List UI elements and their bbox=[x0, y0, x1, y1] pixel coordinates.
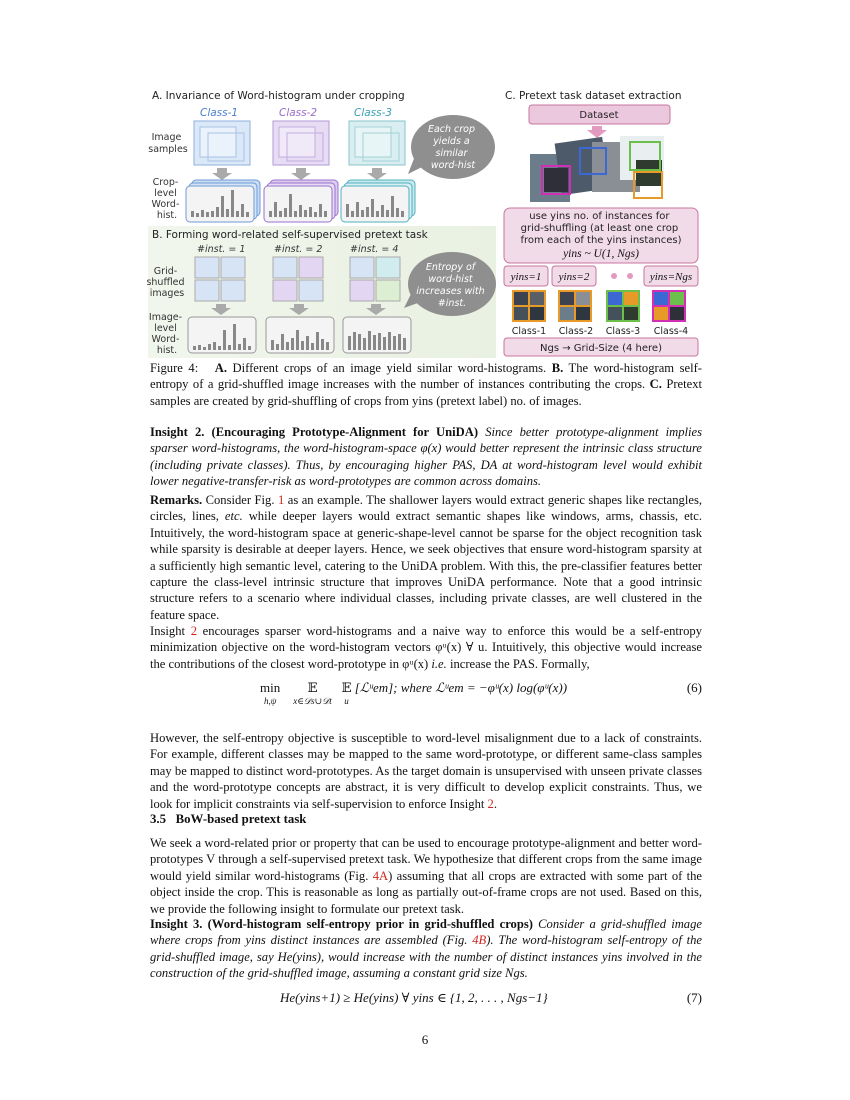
inst-4-label: #inst. = 4 bbox=[350, 244, 399, 255]
caption-a-text: Different crops of an image yield similar word-histograms. bbox=[227, 361, 552, 375]
however-text-1: However, the self-entropy objective is susceptible to word-level misalignment due to a lack of constraints. For example, different classes may be mapped to the same word-prototype, or different same-class samples may be mapped to distinct word-prototypes. As the target domain is unsupervised with unseen private classes and the word-prototype concepts are abstract, it is very difficult to develop explicit constraints. Thus, we look for implicit constraints via self-supervision to enforce Insight bbox=[150, 731, 702, 811]
svg-text:Class-3: Class-3 bbox=[605, 326, 641, 337]
row-label-image-hist: Image- level Word- hist. bbox=[148, 312, 183, 356]
figure-4 bbox=[140, 84, 710, 360]
caption-prefix: Figure 4: bbox=[150, 361, 199, 375]
eq6-expectation-1: 𝔼 bbox=[307, 680, 318, 695]
image-hist-inst-4 bbox=[343, 317, 411, 353]
seek-text-1: We seek a word-related prior or property that can be used to encourage prototype-alignment and better word-prototypes V through a self-supervised pretext task. We hypothesize that different crops from the same image would yield similar word-histograms (Fig. bbox=[150, 836, 702, 883]
eq6-min-sub: h,ψ bbox=[263, 696, 277, 706]
insight-para-text-1: Insight bbox=[150, 624, 191, 638]
yins-2-box bbox=[552, 266, 596, 286]
pretext-thumb-class-1 bbox=[512, 290, 546, 322]
eq6-body: [ℒᵘem]; where ℒᵘem = −φᵘ(x) log(φᵘ(x)) bbox=[354, 680, 568, 695]
yins-1-box bbox=[504, 266, 548, 286]
equation-7 bbox=[150, 990, 702, 1010]
remarks-text-3: while deeper layers would extract semantic shapes like windows, arms, chassis, etc. Intuitively, the word-histogram space at generic-shape-level cannot be sparse for the object recognition task while sparsity is desirable at deeper layers. Hence, we seek objectives that ensure word-histogram sparsity at a sufficiently high semantic level, catering to the UniDA problem. With this, the pre-classifier features better capture the class-level intrinsic structure that improves UniDA performance. Note that a good intrinsic structure refers to a scenario where individual classes, including private classes, are well clustered in the feature space. bbox=[150, 509, 702, 622]
however-text-2: . bbox=[493, 796, 497, 811]
panel-a-title: A. Invariance of Word-histogram under cropping bbox=[152, 90, 405, 102]
speech-bubble-a bbox=[408, 115, 495, 179]
remarks-text-2: as an example. The shallower layers would extract generic shapes like rectangles, circles, lines, bbox=[150, 493, 702, 524]
however-paragraph bbox=[150, 730, 702, 812]
pretext-class-labels bbox=[512, 326, 688, 337]
eq6-expectation-2: 𝔼 bbox=[341, 680, 352, 695]
svg-text:Ngs → Grid-Size (4 here): Ngs → Grid-Size (4 here) bbox=[540, 343, 662, 354]
crop-hist-stack-class-1 bbox=[186, 180, 260, 222]
arrows-panel-a bbox=[212, 168, 387, 180]
page-number: 6 bbox=[421, 1032, 429, 1047]
panel-c-title: C. Pretext task dataset extraction bbox=[505, 90, 682, 102]
image-sample-class-1 bbox=[194, 121, 250, 165]
insight-2-ref[interactable]: 2 bbox=[190, 624, 197, 638]
image-sample-class-3 bbox=[349, 121, 405, 165]
use-yins-box bbox=[504, 208, 698, 263]
inst-1-label: #inst. = 1 bbox=[197, 244, 246, 255]
svg-text:use yins no. of instances for: use yins no. of instances for grid-shuffling (at least one crop from each of the yins instances) bbox=[520, 211, 682, 246]
insight-para-text-2: encourages sparser word-histograms and a naive way to enforce this would be a self-entropy minimization objective on the word-histogram vectors φᵘ(x) ∀ u. Intuitively, this objective would increase the contributions of the closest word-prototype in φᵘ(x) bbox=[150, 624, 702, 671]
insight-3 bbox=[150, 916, 702, 982]
row-label-crop-hist: Crop- level Word- hist. bbox=[151, 177, 180, 221]
image-sample-class-2 bbox=[273, 121, 329, 165]
remarks-etc: etc. bbox=[224, 509, 243, 524]
remarks-text-1: Consider Fig. bbox=[202, 493, 278, 507]
image-hist-inst-2 bbox=[266, 317, 334, 353]
eq6-number: (6) bbox=[686, 680, 702, 695]
caption-c-text: Pretext samples are created by grid-shuffling of crops from yins (pretext label) no. of images. bbox=[150, 377, 703, 408]
dataset-arrow bbox=[587, 126, 607, 138]
equation-6 bbox=[150, 680, 702, 710]
grid-size-box bbox=[504, 338, 698, 356]
eq6-min: min bbox=[260, 680, 281, 695]
insight-2-label: Insight 2. (Encouraging Prototype-Alignment for UniDA) bbox=[150, 425, 479, 439]
pretext-thumb-class-2 bbox=[558, 290, 592, 322]
section-heading bbox=[150, 812, 306, 827]
image-hist-inst-1 bbox=[188, 317, 256, 353]
svg-text:Class-2: Class-2 bbox=[558, 326, 594, 337]
class-2-label: Class-2 bbox=[279, 107, 318, 119]
crop-hist-stack-class-3 bbox=[341, 180, 415, 222]
fig-4a-ref[interactable]: 4A bbox=[372, 868, 389, 883]
class-1-label: Class-1 bbox=[200, 107, 239, 119]
caption-a-label: A. bbox=[214, 361, 228, 375]
svg-text:yins=2: yins=2 bbox=[558, 271, 590, 283]
caption-b-text: The word-histogram self-entropy of a grid-shuffled image increases with the number of instances contributing the crops. bbox=[150, 361, 702, 392]
yins-ngs-box bbox=[644, 266, 698, 286]
fig-4b-ref[interactable]: 4B bbox=[472, 933, 487, 948]
svg-text:Class-1: Class-1 bbox=[511, 326, 547, 337]
insight-para-text-3: increase the PAS. Formally, bbox=[446, 656, 590, 671]
class-3-label: Class-3 bbox=[354, 107, 393, 119]
svg-text:Dataset: Dataset bbox=[579, 110, 619, 121]
insight-2-ref-2[interactable]: 2 bbox=[487, 796, 494, 811]
remarks-label: Remarks. bbox=[150, 493, 203, 507]
svg-text:Entropy of word-hist: Entropy of word-hist increases with #inst. bbox=[416, 262, 485, 309]
eq6-expectation-1-sub: x∈𝒟s∪𝒟t bbox=[293, 696, 332, 706]
svg-text:Class-4: Class-4 bbox=[653, 326, 689, 337]
insight-3-text-1: Consider a grid-shuffled image where crops from yins distinct instances are assembled (Fig. bbox=[150, 917, 702, 948]
insight-2 bbox=[150, 424, 702, 490]
section-title: BoW-based pretext task bbox=[175, 812, 307, 826]
inst-2-label: #inst. = 2 bbox=[274, 244, 323, 255]
dataset-box bbox=[529, 105, 670, 124]
eq6-expectation-2-sub: u bbox=[344, 696, 349, 706]
svg-text:Each crop yields a: Each crop yields a similar word-hist bbox=[427, 124, 476, 171]
row-label-image-samples: Image samples bbox=[148, 132, 188, 155]
fig-1-ref[interactable]: 1 bbox=[277, 493, 285, 507]
insight-3-label: Insight 3. (Word-histogram self-entropy prior in grid-shuffled crops) bbox=[150, 917, 533, 931]
seek-paragraph bbox=[150, 835, 702, 917]
insight-para bbox=[150, 623, 702, 672]
ellipsis-dots bbox=[611, 273, 633, 279]
section-number: 3.5 bbox=[150, 812, 166, 826]
eq7-body: He(yins+1) ≥ He(yins) ∀ yins ∈ {1, 2, . . . , Ngs−1} bbox=[280, 990, 548, 1005]
row-label-grid-shuffled: Grid- shuffled images bbox=[146, 266, 185, 299]
caption-b-label: B. bbox=[551, 361, 564, 375]
svg-text:yins=1: yins=1 bbox=[510, 271, 542, 283]
eq7-number: (7) bbox=[686, 990, 702, 1005]
insight-3-text-2: ). The word-histogram self-entropy of the grid-shuffled image, say He(yins), would increase with the number of distinct instances yins involved in the construction of the grid-shuffled image, assuming a constant grid size Ngs. bbox=[150, 933, 703, 981]
insight-2-text: Since better prototype-alignment implies sparser word-histograms, the word-histogram-space φ(x) would better represent the intrinsic class structure (including private classes). Thus, by encouraging higher PAS, DA at word-histogram level would exhibit lower negative-transfer-risk as word-prototypes are common across domains. bbox=[150, 425, 702, 489]
pretext-thumb-class-3 bbox=[606, 290, 640, 322]
insight-para-ie: i.e. bbox=[431, 656, 447, 671]
panel-b-title: B. Forming word-related self-supervised pretext task bbox=[152, 229, 428, 241]
dataset-photo-collage bbox=[530, 136, 664, 202]
svg-text:yins ~ U(1, Ngs): yins ~ U(1, Ngs) bbox=[563, 248, 639, 260]
figure-caption bbox=[150, 360, 702, 409]
caption-c-label: C. bbox=[649, 377, 662, 392]
svg-text:yins=Ngs: yins=Ngs bbox=[649, 271, 693, 283]
seek-text-2: ) assuming that all crops are extracted with some part of the object inside the crop. This is reasonable as long as partially out-of-frame crops are not used. Based on this, we provide the following insight to formulate our pretext task. bbox=[150, 868, 703, 916]
pretext-thumb-class-4 bbox=[652, 290, 686, 322]
remarks-paragraph bbox=[150, 492, 702, 623]
crop-hist-stack-class-2 bbox=[264, 180, 338, 222]
